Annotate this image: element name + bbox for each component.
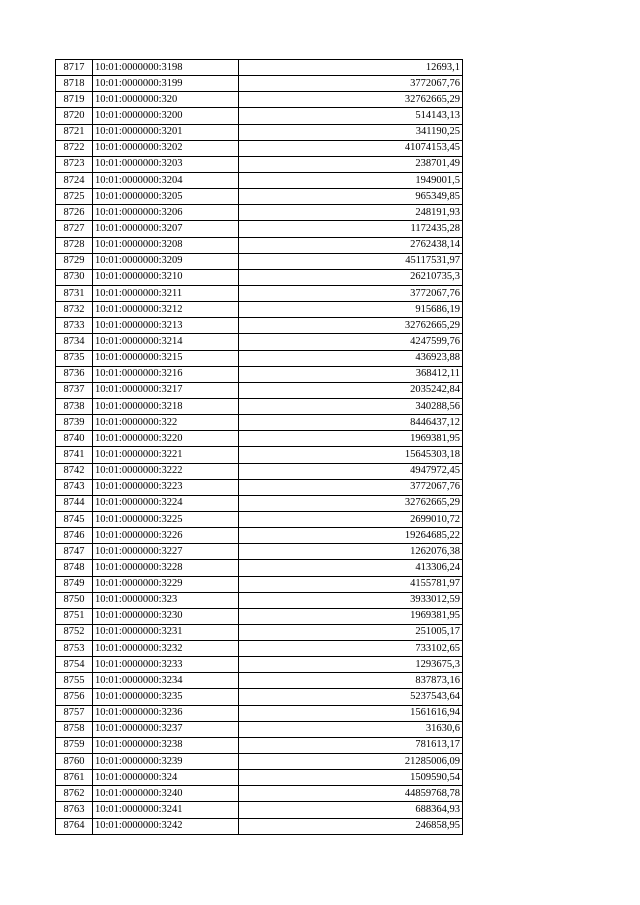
value-cell: 248191,93 (239, 205, 463, 221)
table-row (56, 382, 463, 398)
row-number-cell: 8721 (56, 124, 93, 140)
table-row (56, 237, 463, 253)
value-cell: 781613,17 (239, 737, 463, 753)
cadastral-number-cell: 10:01:0000000:3221 (93, 447, 239, 463)
cadastral-number-cell: 10:01:0000000:3222 (93, 463, 239, 479)
value-cell: 340288,56 (239, 398, 463, 414)
value-cell: 3772067,76 (239, 76, 463, 92)
cadastral-number-cell: 10:01:0000000:3215 (93, 350, 239, 366)
value-cell: 4155781,97 (239, 576, 463, 592)
row-number-cell: 8735 (56, 350, 93, 366)
row-number-cell: 8725 (56, 189, 93, 205)
cadastral-number-cell: 10:01:0000000:3234 (93, 673, 239, 689)
row-number-cell: 8726 (56, 205, 93, 221)
table-row (56, 221, 463, 237)
row-number-cell: 8752 (56, 624, 93, 640)
value-cell: 514143,13 (239, 108, 463, 124)
table-row (56, 431, 463, 447)
row-number-cell: 8740 (56, 431, 93, 447)
value-cell: 21285006,09 (239, 754, 463, 770)
cadastral-number-cell: 10:01:0000000:3198 (93, 60, 239, 76)
value-cell: 15645303,18 (239, 447, 463, 463)
row-number-cell: 8761 (56, 770, 93, 786)
table-row (56, 189, 463, 205)
data-table (55, 59, 463, 835)
table-row (56, 140, 463, 156)
cadastral-number-cell: 10:01:0000000:3240 (93, 786, 239, 802)
cadastral-number-cell: 10:01:0000000:3236 (93, 705, 239, 721)
value-cell: 5237543,64 (239, 689, 463, 705)
value-cell: 32762665,29 (239, 495, 463, 511)
row-number-cell: 8734 (56, 334, 93, 350)
cadastral-number-cell: 10:01:0000000:3214 (93, 334, 239, 350)
cadastral-number-cell: 10:01:0000000:3227 (93, 544, 239, 560)
cadastral-number-cell: 10:01:0000000:323 (93, 592, 239, 608)
cadastral-number-cell: 10:01:0000000:3226 (93, 528, 239, 544)
value-cell: 32762665,29 (239, 92, 463, 108)
table-row (56, 721, 463, 737)
value-cell: 436923,88 (239, 350, 463, 366)
value-cell: 19264685,22 (239, 528, 463, 544)
cadastral-number-cell: 10:01:0000000:3204 (93, 172, 239, 188)
value-cell: 733102,65 (239, 641, 463, 657)
cadastral-number-cell: 10:01:0000000:3242 (93, 818, 239, 834)
value-cell: 2699010,72 (239, 511, 463, 527)
value-cell: 2035242,84 (239, 382, 463, 398)
row-number-cell: 8747 (56, 544, 93, 560)
row-number-cell: 8732 (56, 302, 93, 318)
table-row (56, 302, 463, 318)
table-row (56, 269, 463, 285)
value-cell: 1293675,3 (239, 657, 463, 673)
value-cell: 3772067,76 (239, 285, 463, 301)
table-row (56, 463, 463, 479)
value-cell: 368412,11 (239, 366, 463, 382)
row-number-cell: 8733 (56, 318, 93, 334)
value-cell: 251005,17 (239, 624, 463, 640)
cadastral-number-cell: 10:01:0000000:3237 (93, 721, 239, 737)
row-number-cell: 8759 (56, 737, 93, 753)
table-row (56, 608, 463, 624)
cadastral-number-cell: 10:01:0000000:3205 (93, 189, 239, 205)
row-number-cell: 8724 (56, 172, 93, 188)
table-row (56, 802, 463, 818)
cadastral-number-cell: 10:01:0000000:3218 (93, 398, 239, 414)
cadastral-number-cell: 10:01:0000000:3223 (93, 479, 239, 495)
cadastral-number-cell: 10:01:0000000:320 (93, 92, 239, 108)
row-number-cell: 8729 (56, 253, 93, 269)
row-number-cell: 8731 (56, 285, 93, 301)
table-row (56, 689, 463, 705)
table-row (56, 76, 463, 92)
row-number-cell: 8750 (56, 592, 93, 608)
cadastral-number-cell: 10:01:0000000:3228 (93, 560, 239, 576)
row-number-cell: 8754 (56, 657, 93, 673)
row-number-cell: 8746 (56, 528, 93, 544)
value-cell: 3933012,59 (239, 592, 463, 608)
cadastral-number-cell: 10:01:0000000:3229 (93, 576, 239, 592)
value-cell: 4947972,45 (239, 463, 463, 479)
cadastral-number-cell: 10:01:0000000:3231 (93, 624, 239, 640)
table-row (56, 818, 463, 834)
row-number-cell: 8727 (56, 221, 93, 237)
cadastral-number-cell: 10:01:0000000:3217 (93, 382, 239, 398)
value-cell: 915686,19 (239, 302, 463, 318)
table-row (56, 786, 463, 802)
cadastral-number-cell: 10:01:0000000:3220 (93, 431, 239, 447)
row-number-cell: 8755 (56, 673, 93, 689)
row-number-cell: 8745 (56, 511, 93, 527)
table-row (56, 92, 463, 108)
row-number-cell: 8742 (56, 463, 93, 479)
cadastral-number-cell: 10:01:0000000:324 (93, 770, 239, 786)
cadastral-number-cell: 10:01:0000000:3209 (93, 253, 239, 269)
value-cell: 1561616,94 (239, 705, 463, 721)
table-row (56, 479, 463, 495)
table-row (56, 172, 463, 188)
row-number-cell: 8717 (56, 60, 93, 76)
row-number-cell: 8739 (56, 415, 93, 431)
value-cell: 1262076,38 (239, 544, 463, 560)
row-number-cell: 8744 (56, 495, 93, 511)
table-row (56, 334, 463, 350)
row-number-cell: 8720 (56, 108, 93, 124)
value-cell: 31630,6 (239, 721, 463, 737)
row-number-cell: 8749 (56, 576, 93, 592)
table-row (56, 511, 463, 527)
row-number-cell: 8756 (56, 689, 93, 705)
value-cell: 4247599,76 (239, 334, 463, 350)
row-number-cell: 8760 (56, 754, 93, 770)
row-number-cell: 8748 (56, 560, 93, 576)
row-number-cell: 8718 (56, 76, 93, 92)
value-cell: 246858,95 (239, 818, 463, 834)
table-row (56, 60, 463, 76)
cadastral-number-cell: 10:01:0000000:3238 (93, 737, 239, 753)
value-cell: 41074153,45 (239, 140, 463, 156)
value-cell: 688364,93 (239, 802, 463, 818)
value-cell: 12693,1 (239, 60, 463, 76)
cadastral-number-cell: 10:01:0000000:3235 (93, 689, 239, 705)
cadastral-number-cell: 10:01:0000000:3202 (93, 140, 239, 156)
row-number-cell: 8728 (56, 237, 93, 253)
table-row (56, 657, 463, 673)
cadastral-number-cell: 10:01:0000000:3206 (93, 205, 239, 221)
row-number-cell: 8738 (56, 398, 93, 414)
row-number-cell: 8736 (56, 366, 93, 382)
value-cell: 26210735,3 (239, 269, 463, 285)
cadastral-number-cell: 10:01:0000000:3208 (93, 237, 239, 253)
row-number-cell: 8753 (56, 641, 93, 657)
table-row (56, 705, 463, 721)
cadastral-number-cell: 10:01:0000000:3200 (93, 108, 239, 124)
table-row (56, 156, 463, 172)
value-cell: 238701,49 (239, 156, 463, 172)
table-row (56, 495, 463, 511)
table-row (56, 415, 463, 431)
row-number-cell: 8751 (56, 608, 93, 624)
table-row (56, 253, 463, 269)
row-number-cell: 8737 (56, 382, 93, 398)
value-cell: 44859768,78 (239, 786, 463, 802)
cadastral-number-cell: 10:01:0000000:3213 (93, 318, 239, 334)
cadastral-number-cell: 10:01:0000000:3203 (93, 156, 239, 172)
table-row (56, 350, 463, 366)
cadastral-number-cell: 10:01:0000000:3224 (93, 495, 239, 511)
cadastral-number-cell: 10:01:0000000:3239 (93, 754, 239, 770)
table-row (56, 205, 463, 221)
table-row (56, 673, 463, 689)
cadastral-number-cell: 10:01:0000000:3230 (93, 608, 239, 624)
row-number-cell: 8764 (56, 818, 93, 834)
table-row (56, 576, 463, 592)
value-cell: 1969381,95 (239, 431, 463, 447)
row-number-cell: 8757 (56, 705, 93, 721)
value-cell: 341190,25 (239, 124, 463, 140)
cadastral-number-cell: 10:01:0000000:3199 (93, 76, 239, 92)
table-row (56, 447, 463, 463)
value-cell: 32762665,29 (239, 318, 463, 334)
value-cell: 3772067,76 (239, 479, 463, 495)
cadastral-number-cell: 10:01:0000000:3233 (93, 657, 239, 673)
table-row (56, 544, 463, 560)
table-row (56, 108, 463, 124)
row-number-cell: 8723 (56, 156, 93, 172)
cadastral-number-cell: 10:01:0000000:322 (93, 415, 239, 431)
table-row (56, 592, 463, 608)
row-number-cell: 8741 (56, 447, 93, 463)
cadastral-number-cell: 10:01:0000000:3212 (93, 302, 239, 318)
table-row (56, 124, 463, 140)
row-number-cell: 8758 (56, 721, 93, 737)
value-cell: 45117531,97 (239, 253, 463, 269)
table-row (56, 754, 463, 770)
table-row (56, 737, 463, 753)
value-cell: 1969381,95 (239, 608, 463, 624)
value-cell: 1509590,54 (239, 770, 463, 786)
table-row (56, 624, 463, 640)
table-row (56, 770, 463, 786)
value-cell: 2762438,14 (239, 237, 463, 253)
table-row (56, 641, 463, 657)
table-row (56, 528, 463, 544)
row-number-cell: 8762 (56, 786, 93, 802)
row-number-cell: 8763 (56, 802, 93, 818)
cadastral-number-cell: 10:01:0000000:3216 (93, 366, 239, 382)
table-row (56, 318, 463, 334)
table-row (56, 560, 463, 576)
table-row (56, 366, 463, 382)
value-cell: 413306,24 (239, 560, 463, 576)
cadastral-number-cell: 10:01:0000000:3210 (93, 269, 239, 285)
cadastral-number-cell: 10:01:0000000:3201 (93, 124, 239, 140)
row-number-cell: 8743 (56, 479, 93, 495)
value-cell: 8446437,12 (239, 415, 463, 431)
cadastral-number-cell: 10:01:0000000:3207 (93, 221, 239, 237)
cadastral-number-cell: 10:01:0000000:3232 (93, 641, 239, 657)
table-row (56, 285, 463, 301)
cadastral-number-cell: 10:01:0000000:3241 (93, 802, 239, 818)
row-number-cell: 8730 (56, 269, 93, 285)
table-row (56, 398, 463, 414)
value-cell: 965349,85 (239, 189, 463, 205)
table-body (56, 60, 463, 835)
value-cell: 1172435,28 (239, 221, 463, 237)
row-number-cell: 8719 (56, 92, 93, 108)
cadastral-number-cell: 10:01:0000000:3225 (93, 511, 239, 527)
row-number-cell: 8722 (56, 140, 93, 156)
value-cell: 837873,16 (239, 673, 463, 689)
value-cell: 1949001,5 (239, 172, 463, 188)
cadastral-number-cell: 10:01:0000000:3211 (93, 285, 239, 301)
